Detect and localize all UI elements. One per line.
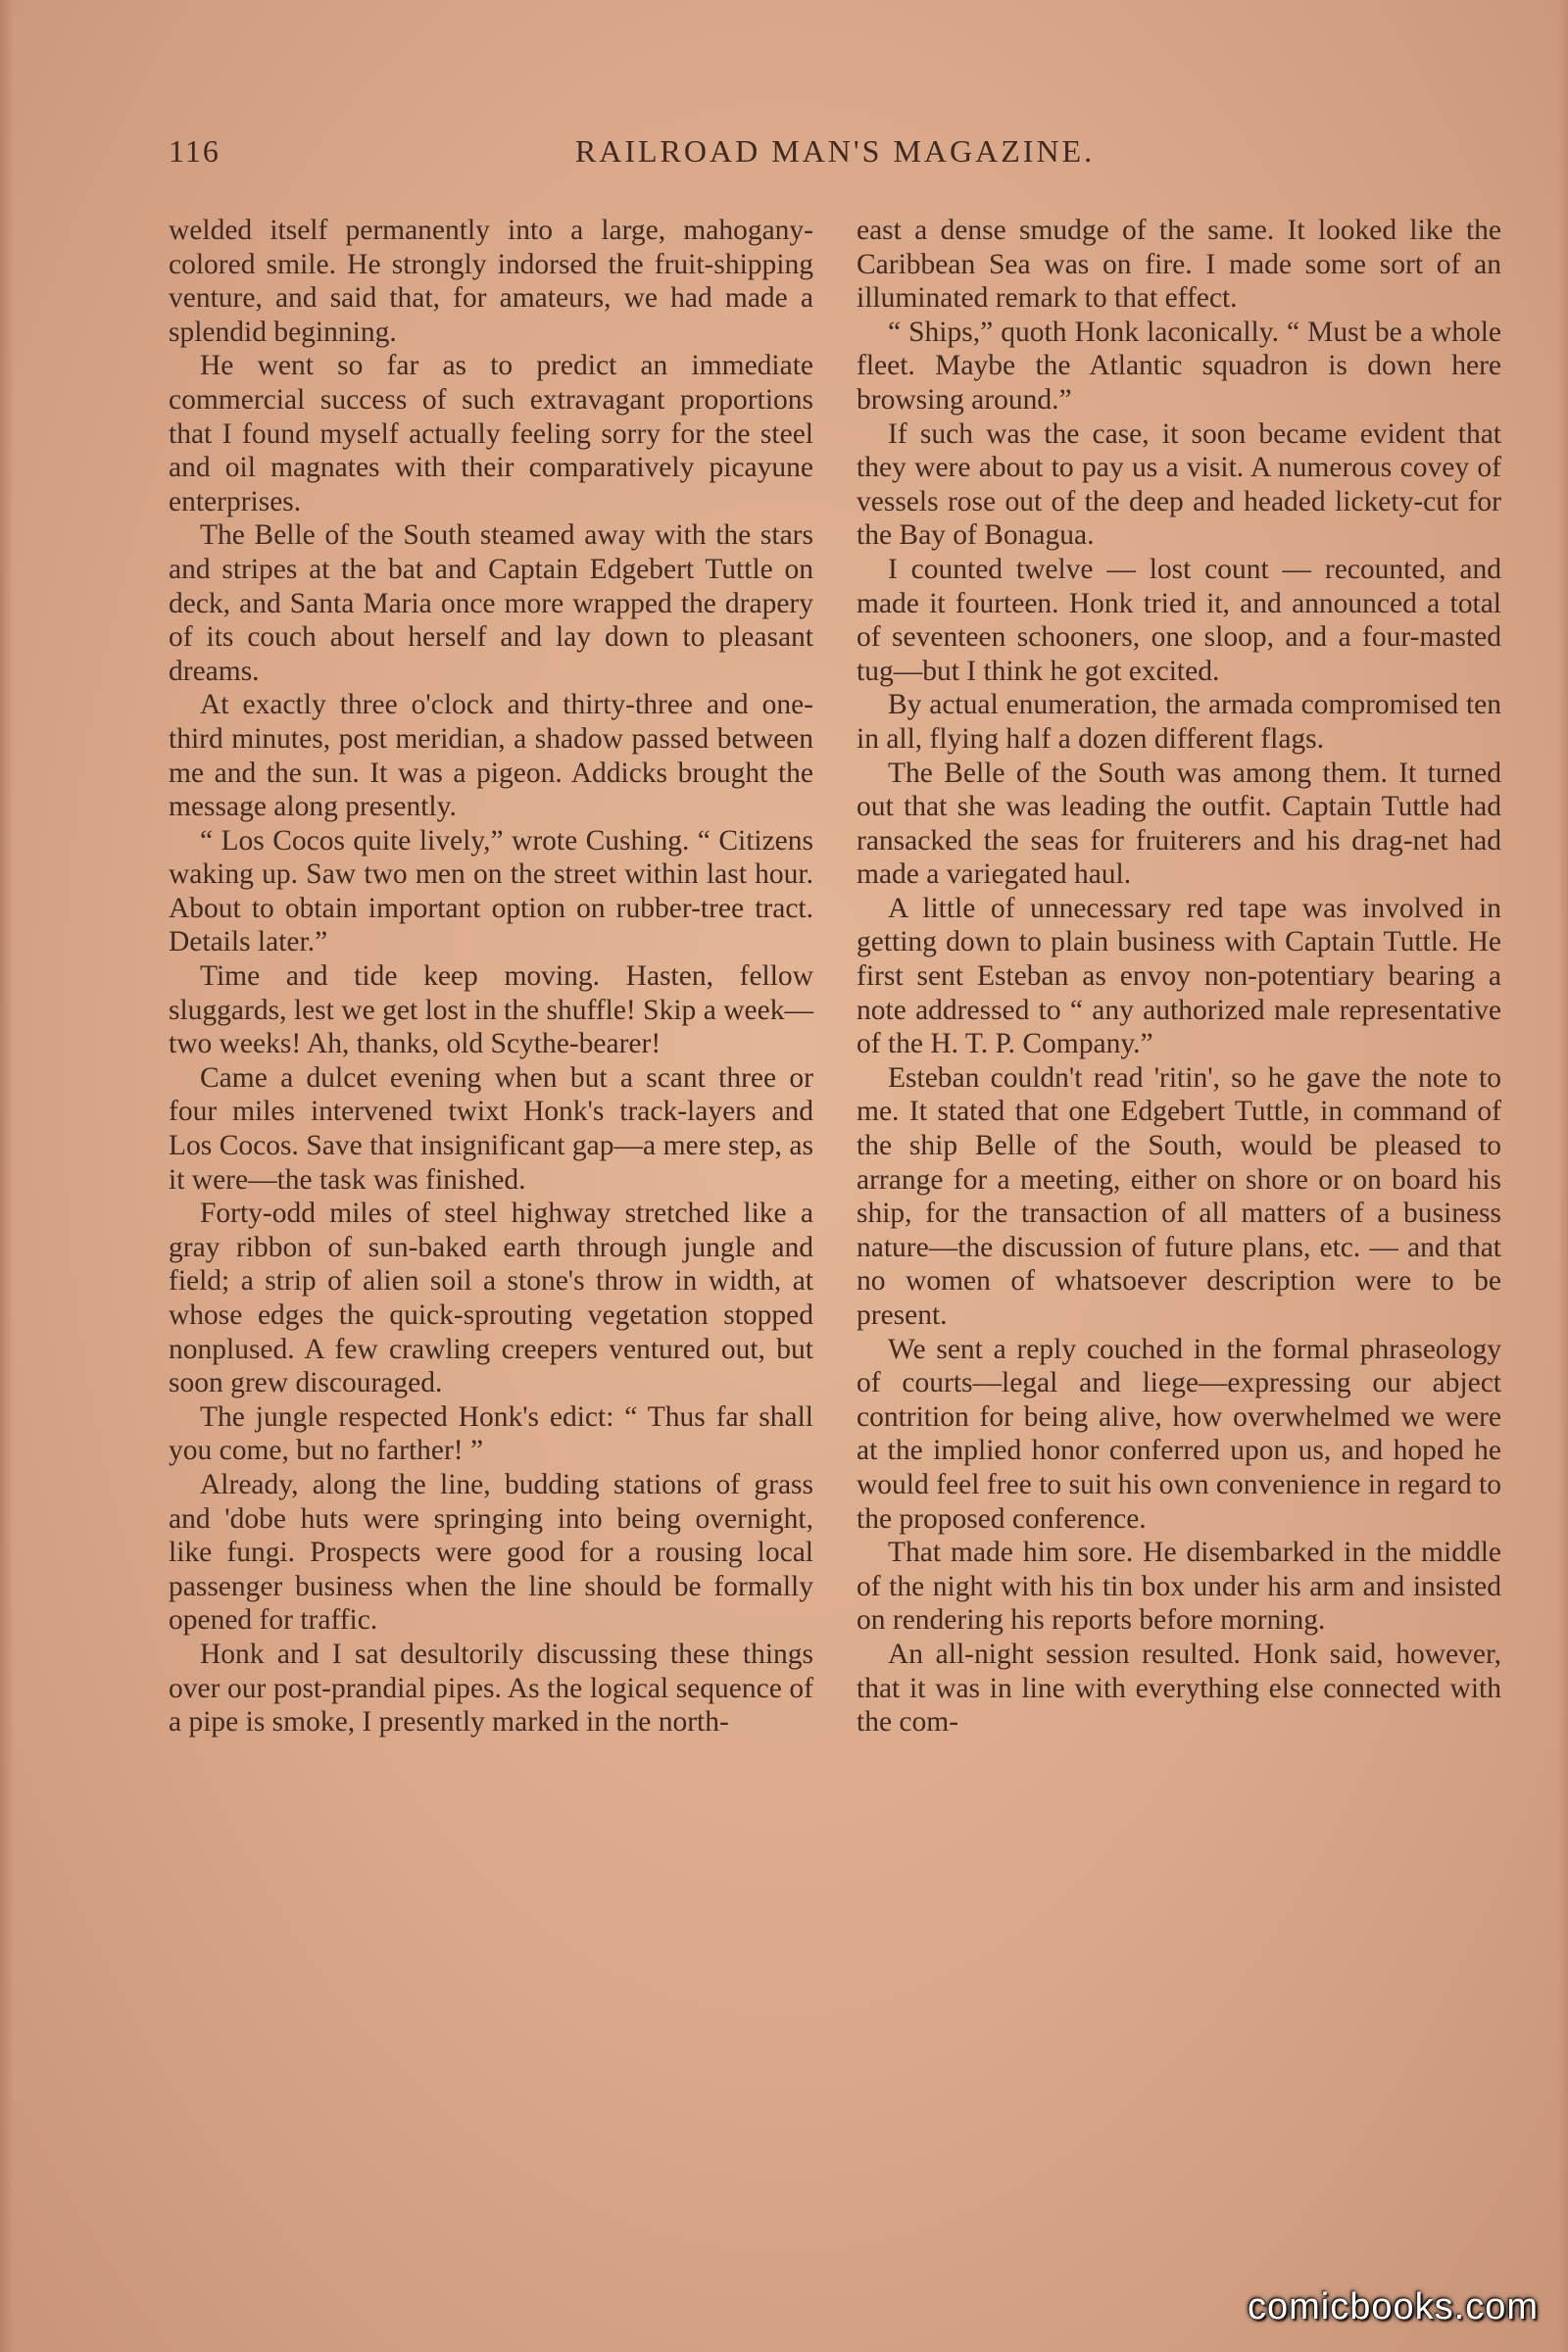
paragraph: Esteban couldn't read 'ritin', so he gave the note to me. It stated that one Edgebert Tuttle, in command of the ship Belle of the South, would be pleased to arrange for a meeting, either on shore or on board his ship, for the transaction of all matters of a business nature—the discussion of future plans, etc. — and that no women of whatsoever description were to be present.	[857, 1061, 1501, 1331]
paragraph: A little of unnecessary red tape was involved in getting down to plain business with Captain Tuttle. He first sent Esteban as envoy non-potentiary bearing a note addressed to “ any authorized male representative of the H. T. P. Company.”	[857, 892, 1501, 1060]
paragraph: We sent a reply couched in the formal phraseology of courts—legal and liege—expressing our abject contrition for being alive, how overwhelmed we were at the implied honor conferred upon us, and hoped he would feel free to suit his own convenience in regard to the proposed conference.	[857, 1333, 1501, 1535]
page-number: 116	[169, 133, 220, 169]
paragraph: He went so far as to predict an immediate commercial success of such extravagant proportions that I found myself actually feeling sorry for the steel and oil magnates with their comparatively picayune enterprises.	[169, 350, 813, 517]
paragraph: The jungle respected Honk's edict: “ Thus far shall you come, but no farther! ”	[169, 1400, 813, 1467]
paragraph: “ Ships,” quoth Honk laconically. “ Must be a whole fleet. Maybe the Atlantic squadron is down here browsing around.”	[857, 316, 1501, 416]
paragraph: The Belle of the South steamed away with the stars and stripes at the bat and Captain Edgebert Tuttle on deck, and Santa Maria once more wrapped the drapery of its couch about herself and lay down to pleasant dreams.	[169, 519, 813, 687]
paragraph: At exactly three o'clock and thirty-three and one-third minutes, post meridian, a shadow passed between me and the sun. It was a pigeon. Addicks brought the message along presently.	[169, 689, 813, 823]
page-edge-shadow	[0, 0, 14, 2352]
paragraph: Already, along the line, budding stations of grass and 'dobe huts were springing into being overnight, like fungi. Prospects were good for a rousing local passenger business when the line should be formally opened for traffic.	[169, 1468, 813, 1637]
paragraph: By actual enumeration, the armada compromised ten in all, flying half a dozen different flags.	[857, 689, 1501, 755]
left-column	[169, 214, 813, 1740]
paragraph: Time and tide keep moving. Hasten, fellow sluggards, lest we get lost in the shuffle! Skip a week—two weeks! Ah, thanks, old Scythe-bearer!	[169, 960, 813, 1060]
right-column	[857, 214, 1501, 1740]
watermark: comicbooks.com	[1248, 2286, 1539, 2328]
paragraph: That made him sore. He disembarked in the middle of the night with his tin box under his arm and insisted on rendering his reports before morning.	[857, 1537, 1501, 1637]
paragraph: Came a dulcet evening when but a scant three or four miles intervened twixt Honk's track-layers and Los Cocos. Save that insignificant gap—a mere step, as it were—the task was finished.	[169, 1061, 813, 1196]
paragraph: If such was the case, it soon became evident that they were about to pay us a visit. A numerous covey of vessels rose out of the deep and headed lickety-cut for the Bay of Bonagua.	[857, 417, 1501, 552]
paragraph: east a dense smudge of the same. It looked like the Caribbean Sea was on fire. I made some sort of an illuminated remark to that effect.	[857, 215, 1501, 315]
paragraph: welded itself permanently into a large, mahogany-colored smile. He strongly indorsed the fruit-shipping venture, and said that, for amateurs, we had made a splendid beginning.	[169, 215, 813, 348]
page-edge-shadow-right	[1558, 0, 1568, 2352]
paragraph: “ Los Cocos quite lively,” wrote Cushing. “ Citizens waking up. Saw two men on the street within last hour. About to obtain important option on rubber-tree tract. Details later.”	[169, 824, 813, 958]
paragraph: The Belle of the South was among them. It turned out that she was leading the outfit. Captain Tuttle had ransacked the seas for fruiterers and his drag-net had made a variegated haul.	[857, 757, 1501, 891]
running-title: RAILROAD MAN'S MAGAZINE.	[574, 133, 1096, 169]
paragraph: Forty-odd miles of steel highway stretched like a gray ribbon of sun-baked earth through jungle and field; a strip of alien soil a stone's throw in width, at whose edges the quick-sprouting vegetation stopped nonplused. A few crawling creepers ventured out, but soon grew discouraged.	[169, 1198, 813, 1399]
page-header	[169, 133, 1501, 182]
paragraph: An all-night session resulted. Honk said, however, that it was in line with everything else connected with the com-	[857, 1638, 1501, 1739]
paragraph: I counted twelve — lost count — recounted, and made it fourteen. Honk tried it, and announced a total of seventeen schooners, one sloop, and a four-masted tug—but I think he got excited.	[857, 553, 1501, 687]
paragraph: Honk and I sat desultorily discussing these things over our post-prandial pipes. As the logical sequence of a pipe is smoke, I presently marked in the north-	[169, 1638, 813, 1739]
